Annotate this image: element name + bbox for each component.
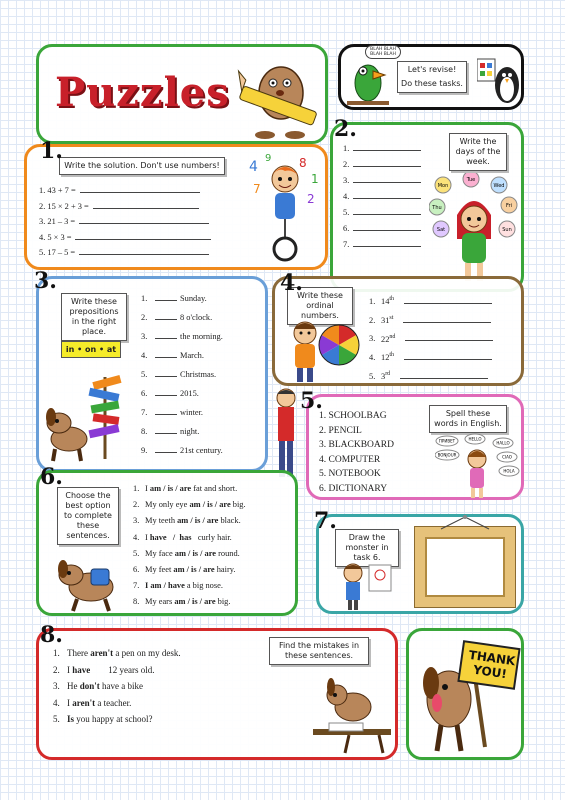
sentence-end: curly hair.: [191, 532, 232, 542]
sentence-end: big.: [215, 597, 231, 607]
task-1-list: [39, 183, 211, 261]
answer-blank[interactable]: [155, 293, 177, 301]
answer-line[interactable]: [353, 191, 421, 199]
mistake-word[interactable]: Is: [67, 714, 75, 724]
item-number: 1.: [133, 484, 140, 493]
answer-blank[interactable]: [155, 312, 177, 320]
list-item: [369, 329, 493, 348]
answer-line[interactable]: [353, 143, 421, 151]
option-choices[interactable]: am / is / are: [174, 597, 216, 607]
item-number: 4.: [141, 351, 148, 360]
thank-you-box: [406, 628, 524, 760]
ordinal-suffix: nd: [389, 333, 396, 340]
option-choices[interactable]: am / is / are: [149, 484, 192, 493]
bubble-privet: ПРИВЕТ: [438, 438, 456, 444]
list-item: 5. NOTEBOOK: [319, 469, 381, 479]
sentence-start: I: [67, 664, 73, 675]
answer-line[interactable]: [400, 371, 488, 379]
item-text: 8 o'clock.: [180, 313, 213, 322]
thank-you-sign: THANK YOU!: [467, 647, 517, 682]
task-6-box: [36, 470, 298, 616]
ordinal-suffix: st: [389, 314, 394, 321]
task-5-number: 5.: [300, 388, 323, 414]
sentence-start: My teeth: [145, 516, 178, 526]
task-1-number: 1.: [40, 138, 63, 164]
list-item: [343, 157, 421, 173]
sentence-end: hairy.: [214, 565, 236, 575]
item-text: 4. 5 × 3 =: [39, 232, 72, 242]
list-item: [343, 173, 421, 189]
item-number: 4.: [369, 353, 376, 363]
list-item: [39, 214, 211, 230]
answer-blank[interactable]: [155, 407, 177, 415]
svg-text:8: 8: [299, 156, 307, 170]
boy-with-wheel-icon: [283, 317, 363, 383]
answer-line[interactable]: [353, 175, 421, 183]
sentence-end: you happy at school?: [74, 714, 153, 724]
ordinal-value: 14: [381, 296, 390, 306]
list-item: [141, 403, 223, 422]
option-choices[interactable]: am / is / are: [173, 565, 215, 575]
item-number: 7.: [133, 581, 140, 591]
task-3-number: 3.: [34, 268, 57, 294]
boy-drawing-icon: [335, 561, 395, 611]
dog-with-backpack-icon: [55, 555, 127, 613]
ordinal-suffix: th: [389, 352, 395, 359]
task-3-list: [141, 289, 223, 460]
task-7-instruction: Draw the monster in task 6.: [335, 529, 399, 567]
ordinal-suffix: th: [389, 296, 395, 302]
item-number: 2.: [369, 315, 376, 325]
sentence-end: fat and short.: [191, 484, 238, 493]
sentence-start: There: [67, 648, 91, 658]
item-number: 8.: [133, 597, 140, 607]
list-item: [343, 141, 421, 157]
bubble-hallo: HALLO: [496, 440, 510, 446]
item-number: 1.: [141, 294, 148, 303]
svg-text:4: 4: [249, 159, 258, 175]
title-box: [36, 44, 328, 144]
item-text: winter.: [180, 408, 204, 417]
mistake-word[interactable]: aren't: [90, 648, 114, 658]
task-7-box: [316, 514, 524, 614]
mistake-word[interactable]: don't: [79, 681, 100, 691]
task-4-list: [369, 291, 493, 385]
list-item: [369, 366, 493, 385]
answer-blank[interactable]: [155, 350, 177, 358]
item-number: 7.: [141, 408, 148, 417]
answer-line[interactable]: [79, 216, 209, 224]
sentence-end: a pen on my desk.: [113, 648, 181, 658]
list-item: [141, 327, 223, 346]
item-text: 5. 17 – 5 =: [39, 248, 76, 257]
item-text: 7.: [343, 240, 350, 249]
list-item: [141, 308, 223, 327]
bubble-wed: Wed: [493, 183, 505, 189]
answer-line[interactable]: [405, 333, 493, 341]
bubble-hola: HOLA: [503, 468, 515, 474]
list-item: [39, 199, 211, 215]
task-8-list: [53, 645, 181, 728]
drawing-frame[interactable]: [415, 527, 515, 607]
task-7-number: 7.: [314, 508, 337, 534]
task-4-box: [272, 276, 524, 386]
option-choices[interactable]: am / is / are: [177, 516, 219, 526]
list-item: 6. DICTIONARY: [319, 483, 388, 494]
answer-line[interactable]: [75, 232, 211, 240]
task-2-number: 2.: [334, 116, 357, 142]
svg-text:1: 1: [311, 172, 319, 186]
list-item: [133, 562, 246, 578]
answer-line[interactable]: [403, 315, 491, 323]
item-text: the morning.: [180, 332, 223, 341]
list-item: [343, 205, 421, 221]
item-number: 6.: [141, 389, 148, 398]
bubble-mon: Mon: [437, 183, 449, 189]
sentence-end: big.: [230, 500, 246, 510]
svg-text:9: 9: [265, 153, 272, 164]
revise-note: [397, 61, 467, 93]
item-number: 2.: [53, 664, 60, 675]
bubble-sat: Sat: [436, 227, 446, 233]
list-item: [369, 291, 493, 310]
list-item: [141, 365, 223, 384]
ordinal-value: 3: [381, 371, 386, 381]
sentence-end: a big nose.: [184, 581, 223, 591]
svg-text:2: 2: [307, 192, 315, 206]
item-text: night.: [180, 427, 200, 436]
item-number: 5.: [369, 371, 376, 381]
answer-line[interactable]: [353, 207, 421, 215]
sentence-start: I: [145, 484, 150, 493]
item-number: 5.: [133, 548, 140, 558]
sentence-start: He: [67, 681, 80, 691]
task-3-instruction: Write these prepositions in the right place.: [61, 293, 127, 341]
worksheet: [24, 24, 544, 776]
task-8-number: 8.: [40, 622, 63, 648]
task-3-box: [36, 276, 268, 472]
item-text: 21st century.: [180, 446, 223, 455]
sentence-start: My feet: [145, 565, 174, 575]
list-item: [343, 237, 421, 253]
revise-line-2: Do these tasks.: [401, 79, 463, 88]
item-text: 2015.: [180, 389, 199, 398]
list-item: [53, 678, 181, 695]
ordinal-value: 31: [381, 315, 390, 325]
ordinal-suffix: rd: [385, 371, 391, 378]
bubble-fri: Fri: [506, 203, 512, 209]
item-number: 3.: [141, 332, 148, 341]
list-item: 3. BLACKBOARD: [319, 440, 394, 450]
bubble-hello: HELLO: [468, 436, 482, 442]
bubble-thu: Thu: [432, 205, 442, 211]
item-text: 1.: [343, 144, 350, 153]
answer-line[interactable]: [353, 223, 421, 231]
list-item: [141, 422, 223, 441]
list-item: [39, 230, 211, 246]
sentence-start: My ears: [145, 597, 175, 607]
list-item: [369, 347, 493, 366]
sentence-start: I: [67, 697, 73, 708]
task-1-box: [24, 144, 328, 270]
answer-blank[interactable]: [155, 388, 177, 396]
prepositions-box: in • on • at: [61, 341, 121, 358]
frame-hanger-icon: [437, 515, 493, 531]
task-8-instruction: Find the mistakes in these sentences.: [269, 637, 369, 665]
revise-line-1: Let's revise!: [407, 65, 457, 74]
item-number: 3.: [133, 516, 140, 526]
list-item: [133, 497, 246, 513]
sentence-end: have a bike: [99, 681, 143, 691]
task-5-instruction: Spell these words in English.: [429, 405, 507, 433]
girl-with-day-bubbles-icon: [429, 173, 519, 285]
revise-box: [338, 44, 524, 110]
dog-writing-icon: [309, 677, 395, 757]
option-choices[interactable]: am / is / are: [174, 548, 217, 558]
list-item: [133, 481, 246, 497]
penguin-teacher-icon: [477, 53, 521, 107]
answer-line[interactable]: [79, 247, 209, 255]
item-text: Sunday.: [180, 294, 207, 303]
answer-line[interactable]: [404, 296, 492, 304]
list-item: [343, 221, 421, 237]
dog-with-signpost-icon: [43, 369, 141, 467]
hamster-with-pencil-icon: [235, 53, 325, 141]
list-item: [133, 530, 246, 546]
option-choices[interactable]: have / has: [149, 532, 192, 542]
answer-blank[interactable]: [155, 331, 177, 339]
list-item: [141, 441, 223, 460]
bubble-tue: Tue: [466, 177, 476, 183]
bubble-ciao: CIAO: [502, 454, 512, 460]
girl-hello-bubbles-icon: [435, 433, 521, 499]
list-item: [343, 189, 421, 205]
item-number: 8.: [141, 427, 148, 436]
list-item: [369, 310, 493, 329]
task-4-instruction: Write these ordinal numbers.: [287, 287, 353, 325]
task-6-list: [133, 481, 246, 611]
option-choices[interactable]: am / is / are: [189, 500, 231, 510]
list-item: [141, 346, 223, 365]
item-number: 6.: [133, 565, 140, 575]
speech-bubble: BLAH BLAH BLAH BLAH: [365, 45, 401, 59]
item-text: March.: [180, 351, 204, 360]
item-number: 4.: [133, 532, 140, 542]
sentence-start: My only eye: [145, 500, 190, 510]
task-4-number: 4.: [280, 270, 303, 296]
option-choices[interactable]: I am / have: [145, 581, 185, 591]
item-text: 5.: [343, 208, 350, 217]
item-number: 3.: [53, 681, 60, 691]
item-number: 1.: [53, 648, 60, 658]
sentence-end: a teacher.: [95, 697, 132, 708]
list-item: [53, 645, 181, 662]
list-item: [141, 384, 223, 403]
answer-line[interactable]: [353, 159, 421, 167]
sentence-start: My face: [145, 548, 175, 558]
svg-text:7: 7: [253, 182, 261, 196]
item-number: 2.: [133, 500, 140, 510]
ordinal-value: 22: [381, 334, 390, 344]
item-number: 2.: [141, 313, 148, 322]
mistake-word[interactable]: aren't: [72, 697, 96, 708]
answer-blank[interactable]: [155, 445, 177, 453]
list-item: [133, 578, 246, 594]
answer-line[interactable]: [80, 185, 200, 193]
boy-on-unicycle-icon: [245, 153, 325, 265]
item-text: 3.: [343, 176, 350, 185]
task-2-instruction: Write the days of the week.: [449, 133, 507, 171]
answer-line[interactable]: [93, 201, 199, 209]
answer-blank[interactable]: [155, 369, 177, 377]
bubble-sun: Sun: [502, 227, 512, 233]
task-6-instruction: Choose the best option to complete these sentences.: [57, 487, 119, 545]
item-number: 9.: [141, 446, 148, 455]
item-text: 2. 15 × 2 + 3 =: [39, 201, 89, 211]
sentence-end: 12 years old.: [90, 664, 155, 675]
list-item: [53, 711, 181, 728]
list-item: 1. SCHOOLBAG: [319, 411, 387, 421]
item-number: 3.: [369, 334, 376, 344]
list-item: [53, 662, 181, 679]
ordinal-value: 12: [381, 353, 390, 363]
parrot-icon: [347, 51, 389, 107]
task-6-number: 6.: [40, 464, 63, 490]
item-text: 3. 21 – 3 =: [39, 217, 76, 226]
list-item: [53, 695, 181, 712]
answer-line[interactable]: [404, 352, 492, 360]
answer-blank[interactable]: [155, 426, 177, 434]
list-item: 4. COMPUTER: [319, 454, 381, 465]
list-item: [133, 594, 246, 610]
item-text: 4.: [343, 192, 350, 201]
item-text: 6.: [343, 224, 350, 233]
item-text: 1. 43 + 7 =: [39, 186, 76, 195]
task-5-list: [319, 409, 394, 496]
sentence-end: black.: [218, 516, 241, 526]
list-item: [133, 513, 246, 529]
task-8-box: [36, 628, 398, 760]
item-number: 5.: [141, 370, 148, 379]
page-title: Puzzles: [55, 69, 230, 116]
task-2-box: [330, 122, 524, 292]
list-item: [133, 546, 246, 562]
answer-line[interactable]: [353, 239, 421, 247]
item-text: Christmas.: [180, 370, 217, 379]
list-item: [39, 183, 211, 199]
list-item: 2. PENCIL: [319, 425, 362, 436]
task-1-instruction: Write the solution. Don't use numbers!: [59, 157, 225, 175]
sentence-end: round.: [216, 548, 240, 558]
list-item: [39, 245, 211, 261]
task-5-box: [306, 394, 524, 500]
bubble-bonjour: BONJOUR: [437, 452, 457, 458]
item-text: 2.: [343, 160, 350, 169]
list-item: [141, 289, 223, 308]
item-number: 1.: [369, 296, 376, 306]
task-2-list: [343, 141, 421, 253]
mistake-word[interactable]: have: [72, 664, 91, 675]
item-number: 4.: [53, 697, 60, 708]
item-number: 5.: [53, 714, 60, 724]
sentence-start: I: [145, 532, 150, 542]
